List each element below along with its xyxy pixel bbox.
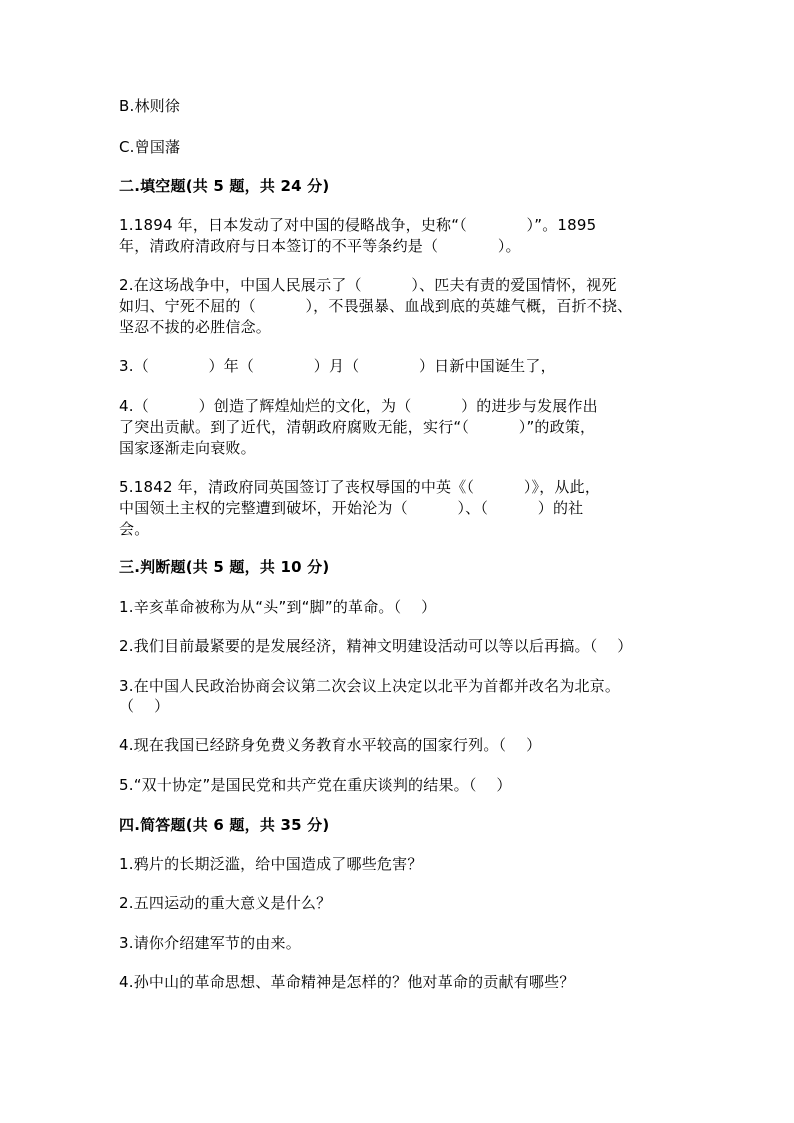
option-b: B.林则徐 xyxy=(119,97,181,115)
section-short-answer-heading: 四.简答题(共 6 题，共 35 分) xyxy=(119,816,330,834)
fill-q5-line3: 会。 xyxy=(119,520,150,538)
tf-q1: 1.辛亥革命被称为从“头”到“脚”的革命。（ ） xyxy=(119,598,437,616)
fill-q3-line1: 3.（ ）年（ ）月（ ）日新中国诞生了， xyxy=(119,357,556,375)
tf-q3-line2: （ ） xyxy=(119,697,170,715)
fill-q4-line3: 国家逐渐走向衰败。 xyxy=(119,439,256,457)
tf-q3-line1: 3.在中国人民政治协商会议第二次会议上决定以北平为首都并改名为北京。 xyxy=(119,677,621,695)
fill-q2-line2: 如归、宁死不屈的（ ），不畏强暴、血战到底的英雄气概，百折不挠、 xyxy=(119,297,633,315)
tf-q2: 2.我们目前最紧要的是发展经济，精神文明建设活动可以等以后再搞。（ ） xyxy=(119,637,633,655)
fill-q5-line1: 5.1842 年，清政府同英国签订了丧权辱国的中英《（ ）》，从此， xyxy=(119,478,601,496)
fill-q4-line1: 4.（ ）创造了辉煌灿烂的文化，为（ ）的进步与发展作出 xyxy=(119,397,598,415)
sa-q3: 3.请你介绍建军节的由来。 xyxy=(119,934,301,952)
tf-q5: 5.“双十协定”是国民党和共产党在重庆谈判的结果。（ ） xyxy=(119,776,512,794)
sa-q1: 1.鸦片的长期泛滥，给中国造成了哪些危害？ xyxy=(119,855,423,873)
fill-q2-line1: 2.在这场战争中，中国人民展示了（ ）、匹夫有责的爱国情怀，视死 xyxy=(119,276,617,294)
fill-q4-line2: 了突出贡献。到了近代，清朝政府腐败无能，实行“（ ）”的政策， xyxy=(119,418,596,436)
tf-q4: 4.现在我国已经跻身免费义务教育水平较高的国家行列。（ ） xyxy=(119,736,542,754)
sa-q2: 2.五四运动的重大意义是什么？ xyxy=(119,894,332,912)
fill-q1-line1: 1.1894 年，日本发动了对中国的侵略战争，史称“（ ）”。1895 xyxy=(119,216,597,234)
section-fill-in-heading: 二.填空题(共 5 题，共 24 分) xyxy=(119,177,330,195)
fill-q2-line3: 坚忍不拔的必胜信念。 xyxy=(119,318,272,336)
fill-q1-line2: 年，清政府清政府与日本签订的不平等条约是（ ）。 xyxy=(119,237,521,255)
option-c: C.曾国藩 xyxy=(119,138,181,156)
sa-q4: 4.孙中山的革命思想、革命精神是怎样的？他对革命的贡献有哪些？ xyxy=(119,973,575,991)
fill-q5-line2: 中国领土主权的完整遭到破坏，开始沦为（ ）、（ ）的社 xyxy=(119,499,584,517)
section-true-false-heading: 三.判断题(共 5 题，共 10 分) xyxy=(119,558,330,576)
